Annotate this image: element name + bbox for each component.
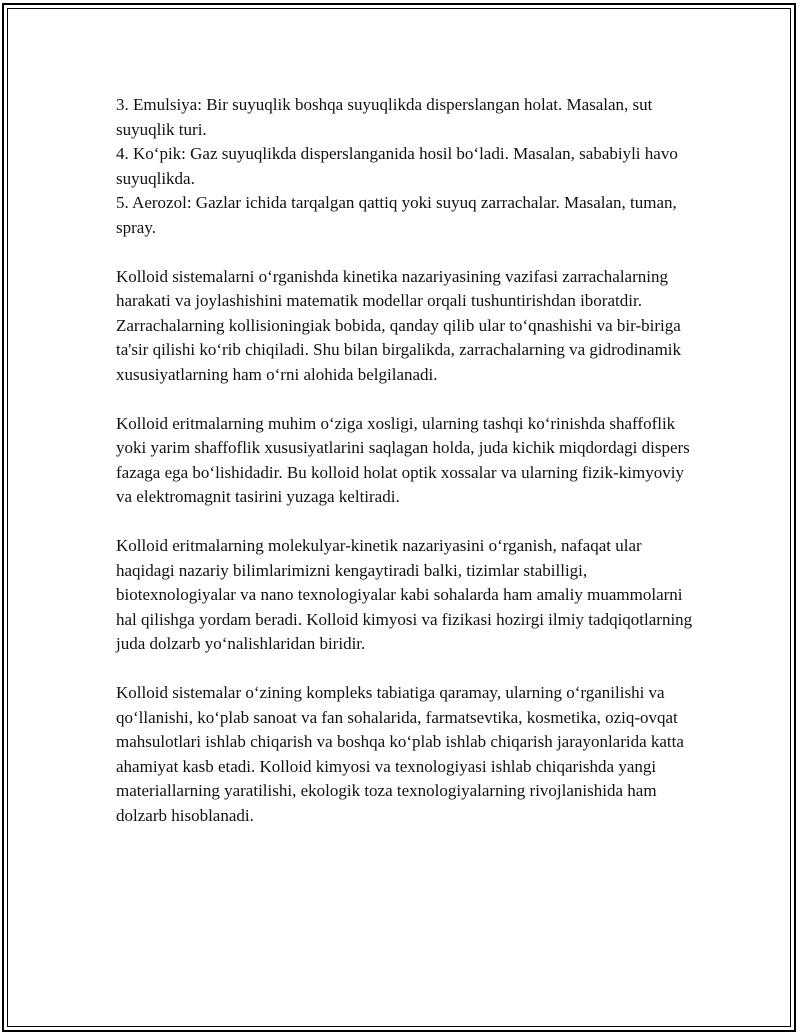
paragraph-optik-xossalar: Kolloid eritmalarning muhim o‘ziga xosligi, ularning tashqi ko‘rinishda shaffoflik yoki yarim shaffoflik xususiyatlarini saqlagan holda, juda kichik miqdordagi dispers fazaga ega bo‘lishidadir. Bu kolloid holat optik xossalar va ularning fizik-kimyoviy va elektromagnit tasirini yuzaga keltiradi.: [116, 413, 690, 506]
list-item-aerozol: 5. Aerozol: Gazlar ichida tarqalgan qattiq yoki suyuq zarrachalar. Masalan, tuman, spray.: [116, 193, 677, 237]
paragraph-molekulyar-kinetik: Kolloid eritmalarning molekulyar-kinetik nazariyasini o‘rganish, nafaqat ular haqidagi nazariy bilimlarimizni kengaytiradi balki, tizimlar stabilligi, biotexnologiyalar va nano texnologiyalar kabi sohalarda ham amaliy muammolarni hal qilishga yordam beradi. Kolloid kimyosi va fizikasi hozirgi ilmiy tadqiqotlarning juda dolzarb yo‘nalishlaridan biridir.: [116, 536, 693, 653]
list-item-kopik: 4. Ko‘pik: Gaz suyuqlikda disperslanganida hosil bo‘ladi. Masalan, sababiyli havo suyuqlikda.: [116, 144, 678, 188]
paragraph-kinetika: Kolloid sistemalarni o‘rganishda kinetika nazariyasining vazifasi zarrachalarning harakati va joylashishini matematik modellar orqali tushuntirishdan iboratdir. Zarrachalarning kollisioningiak bobida, qanday qilib ular to‘qnashishi va bir-biriga ta'sir qilishi ko‘rib chiqiladi. Shu bilan birgalikda, zarrachalarning va gidrodinamik xususiyatlarning ham o‘rni alohida belgilanadi.: [116, 266, 682, 384]
paragraph-kolloid-sistemalar: Kolloid sistemalar o‘zining kompleks tabiatiga qaramay, ularning o‘rganilishi va qo‘llanishi, ko‘plab sanoat va fan sohalarida, farmatsevtika, kosmetika, oziq-ovqat mahsulotlari ishlab chiqarish va boshqa ko‘plab ishlab chiqarish jarayonlarida katta ahamiyat kasb etadi. Kolloid kimyosi va texnologiyasi ishlab chiqarishda yangi materiallarning yaratilishi, ekologik toza texnologiyalarning rivojlanishida ham dolzarb hisoblanadi.: [116, 683, 684, 825]
list-item-emulsiya: 3. Emulsiya: Bir suyuqlik boshqa suyuqlikda disperslangan holat. Masalan, sut suyuqlik turi.: [116, 95, 653, 139]
document-body: [116, 93, 696, 828]
